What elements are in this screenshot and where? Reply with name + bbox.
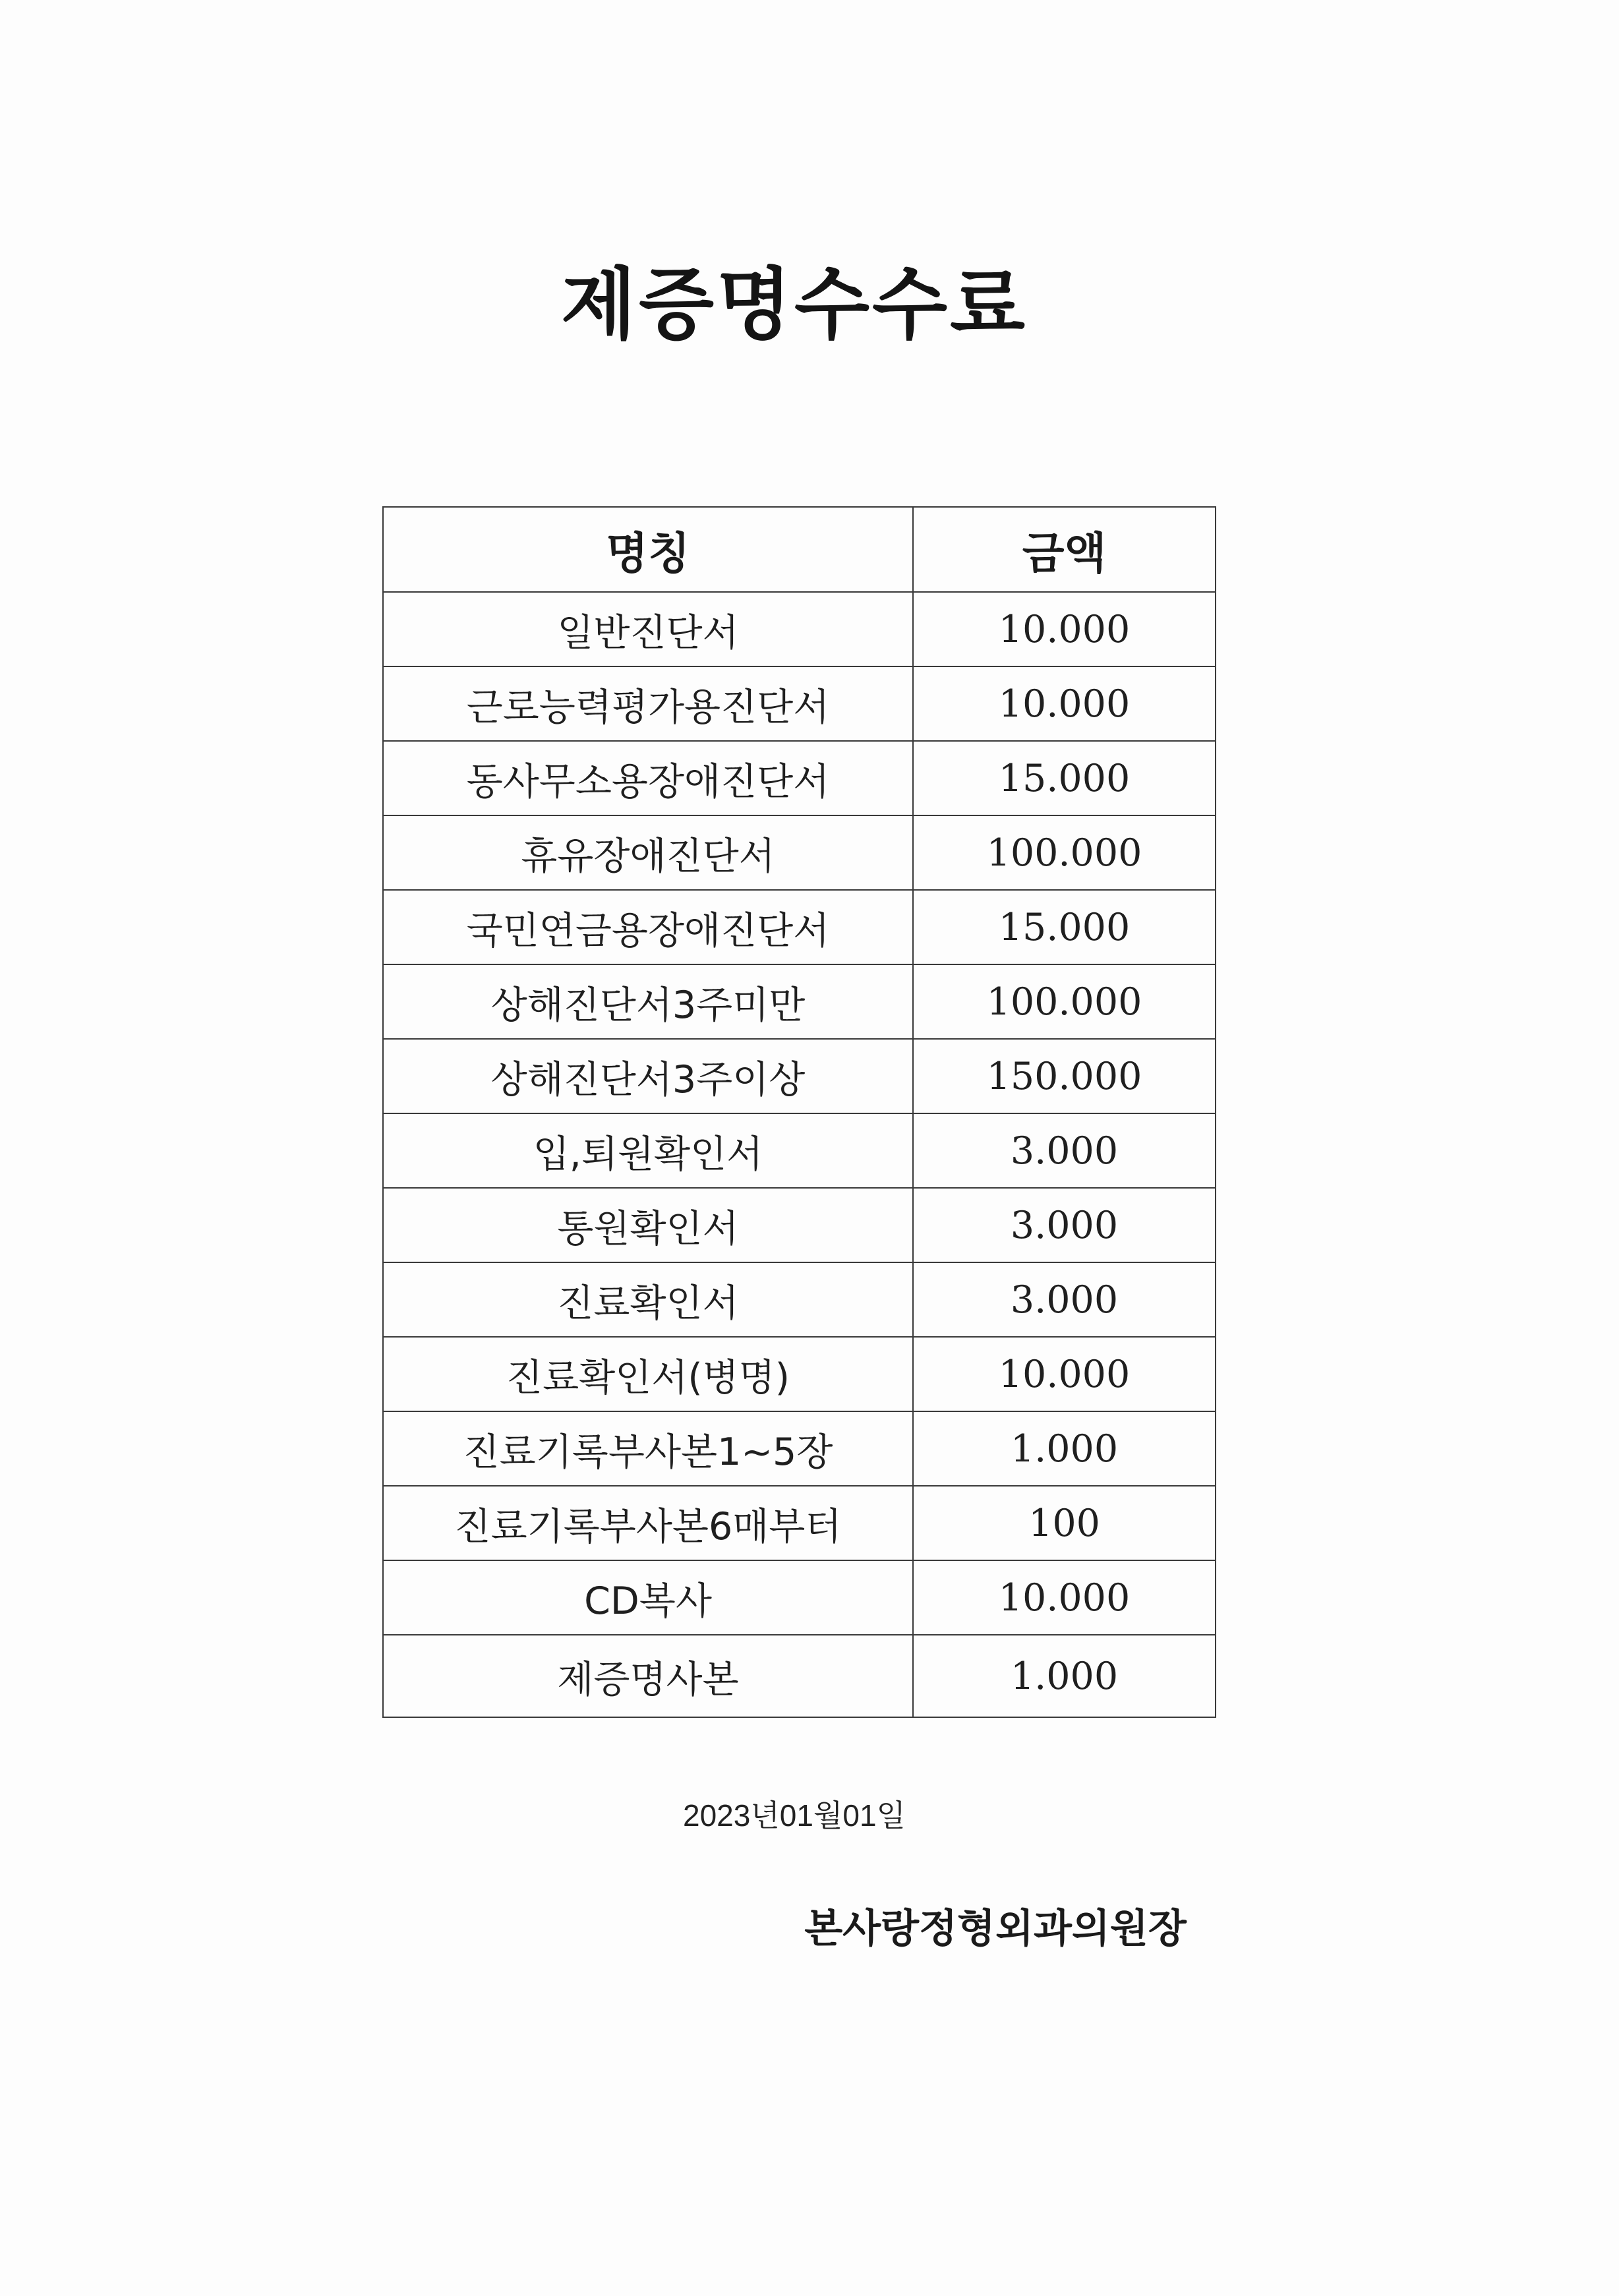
fee-name-cell: 진료확인서(병명)	[383, 1337, 913, 1411]
fee-amount-cell: 10.000	[913, 666, 1216, 741]
table-row	[383, 1262, 1216, 1337]
table-row	[383, 1486, 1216, 1560]
table-row	[383, 1188, 1216, 1262]
fee-amount-cell: 1.000	[913, 1635, 1216, 1717]
fee-table	[382, 506, 1216, 1718]
table-row	[383, 815, 1216, 890]
fee-name-cell: 근로능력평가용진단서	[383, 666, 913, 741]
column-header-amount: 금액	[913, 507, 1216, 592]
fee-amount-cell: 15.000	[913, 890, 1216, 964]
fee-amount-cell: 100.000	[913, 815, 1216, 890]
fee-amount-cell: 100.000	[913, 964, 1216, 1039]
fee-name-cell: 일반진단서	[383, 592, 913, 666]
page-title: 제증명수수료	[561, 259, 1028, 350]
table-row	[383, 1411, 1216, 1486]
fee-name-cell: 상해진단서3주미만	[383, 964, 913, 1039]
fee-name-cell: 상해진단서3주이상	[383, 1039, 913, 1113]
fee-amount-cell: 10.000	[913, 592, 1216, 666]
fee-amount-cell: 3.000	[913, 1262, 1216, 1337]
table-header-row	[383, 507, 1216, 592]
fee-name-cell: 진료기록부사본1~5장	[383, 1411, 913, 1486]
fee-name-cell: 진료기록부사본6매부터	[383, 1486, 913, 1560]
fee-name-cell: 입,퇴원확인서	[383, 1113, 913, 1188]
fee-amount-cell: 3.000	[913, 1188, 1216, 1262]
fee-name-cell: 통원확인서	[383, 1188, 913, 1262]
table-row	[383, 890, 1216, 964]
fee-name-cell: 진료확인서	[383, 1262, 913, 1337]
fee-name-cell: 휴유장애진단서	[383, 815, 913, 890]
column-header-name: 명칭	[383, 507, 913, 592]
fee-name-cell: 국민연금용장애진단서	[383, 890, 913, 964]
fee-amount-cell: 15.000	[913, 741, 1216, 815]
fee-amount-cell: 3.000	[913, 1113, 1216, 1188]
fee-name-cell: 제증명사본	[383, 1635, 913, 1717]
fee-name-cell: 동사무소용장애진단서	[383, 741, 913, 815]
fee-amount-cell: 10.000	[913, 1337, 1216, 1411]
fee-amount-cell: 1.000	[913, 1411, 1216, 1486]
fee-amount-cell: 150.000	[913, 1039, 1216, 1113]
table-row	[383, 1113, 1216, 1188]
table-row	[383, 741, 1216, 815]
clinic-director-signature: 본사랑정형외과의원장	[804, 1906, 1187, 1952]
table-row	[383, 1560, 1216, 1635]
table-row	[383, 1635, 1216, 1717]
table-row	[383, 666, 1216, 741]
table-row	[383, 964, 1216, 1039]
issue-date: 2023년01월01일	[683, 1798, 906, 1833]
fee-amount-cell: 10.000	[913, 1560, 1216, 1635]
fee-name-cell: CD복사	[383, 1560, 913, 1635]
table-row	[383, 592, 1216, 666]
fee-amount-cell: 100	[913, 1486, 1216, 1560]
table-row	[383, 1337, 1216, 1411]
table-row	[383, 1039, 1216, 1113]
